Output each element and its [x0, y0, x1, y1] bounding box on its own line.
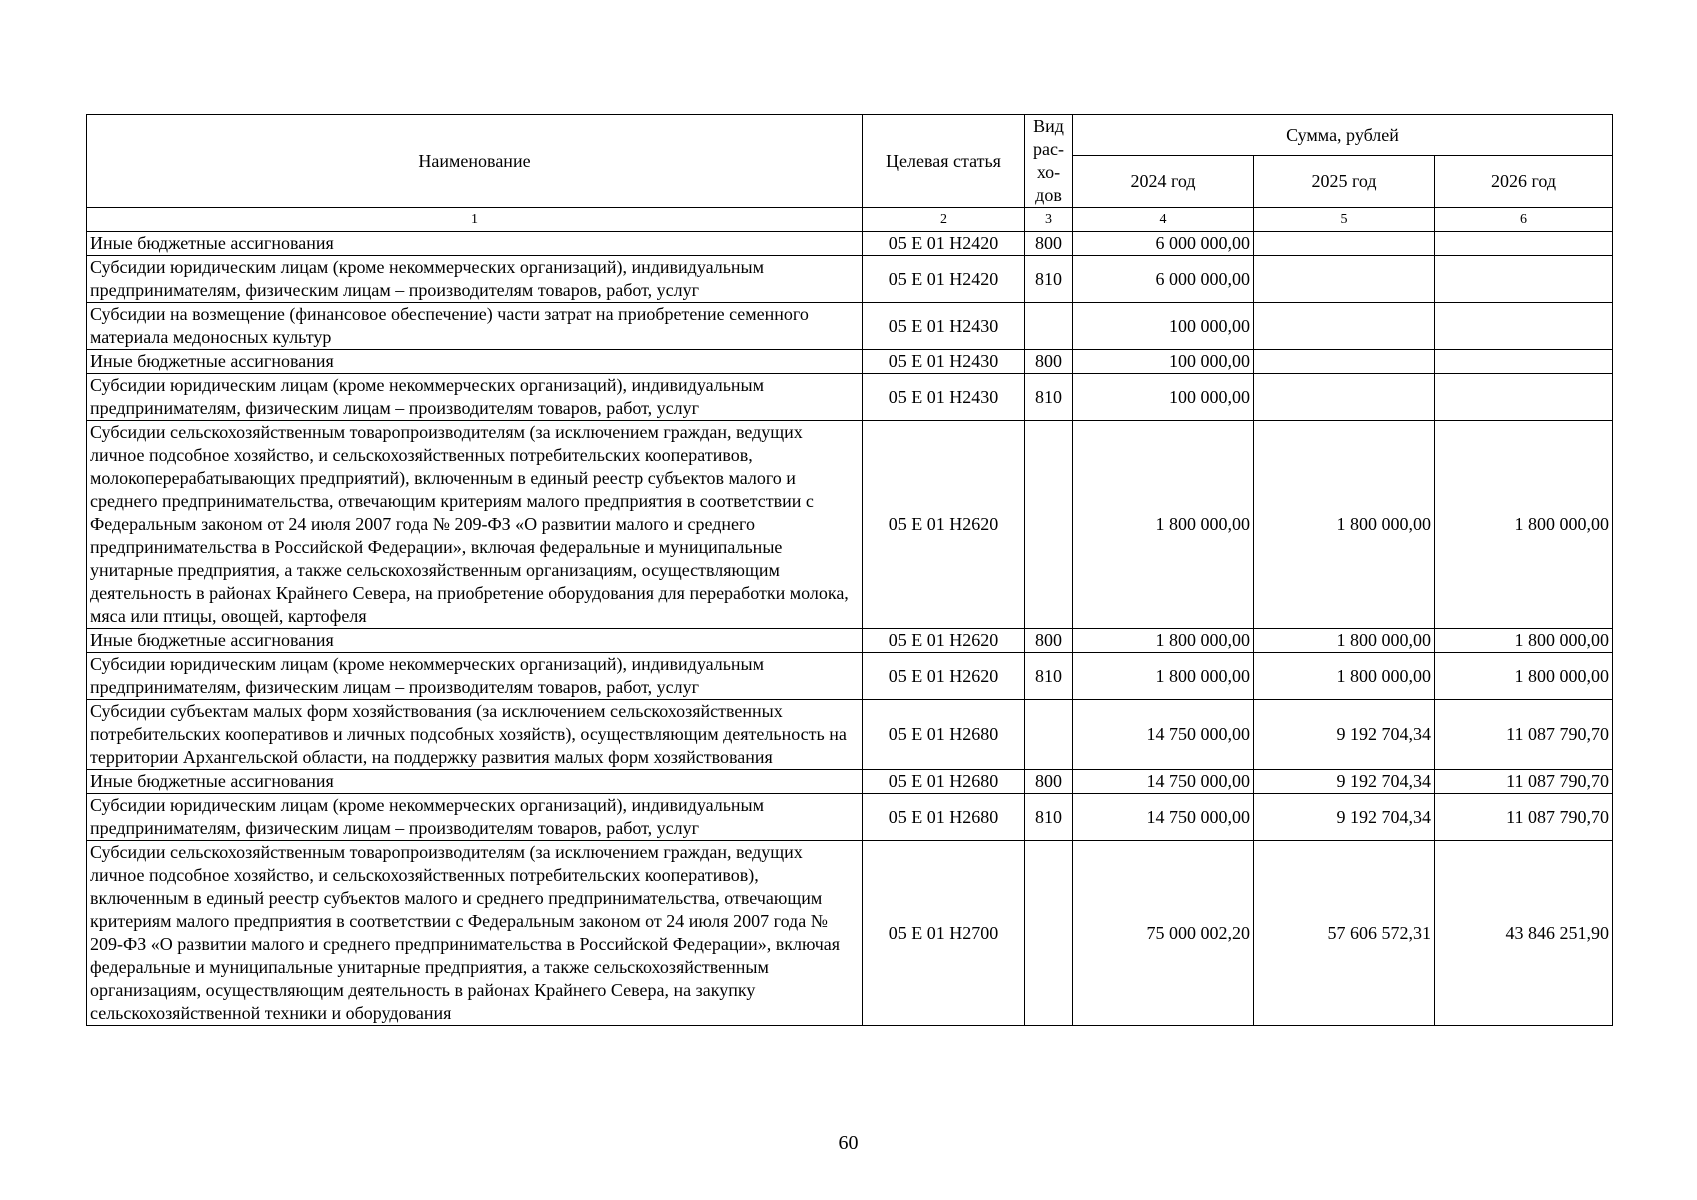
row-name-cell: Субсидии на возмещение (финансовое обеспечение) части затрат на приобретение семенного материала медоносных культур: [87, 303, 863, 350]
row-expense-type-cell: [1025, 303, 1073, 350]
row-expense-type-cell: 810: [1025, 794, 1073, 841]
row-expense-type-cell: 800: [1025, 232, 1073, 256]
row-target-article-cell: 05 Е 01 Н2620: [863, 653, 1025, 700]
row-name-cell: Субсидии юридическим лицам (кроме некоммерческих организаций), индивидуальным предпринимателям, физическим лицам – производителям товаров, работ, услуг: [87, 256, 863, 303]
row-sum-2026-cell: [1435, 303, 1613, 350]
row-sum-2026-cell: 11 087 790,70: [1435, 700, 1613, 770]
column-number: 6: [1435, 208, 1613, 232]
row-sum-2024-cell: 6 000 000,00: [1073, 256, 1254, 303]
header-sum: Сумма, рублей: [1073, 115, 1613, 156]
row-sum-2025-cell: [1254, 256, 1435, 303]
row-target-article-cell: 05 Е 01 Н2430: [863, 350, 1025, 374]
table-row: [87, 629, 1613, 653]
row-sum-2025-cell: 9 192 704,34: [1254, 700, 1435, 770]
row-sum-2026-cell: [1435, 232, 1613, 256]
table-row: [87, 841, 1613, 1026]
column-number: 3: [1025, 208, 1073, 232]
row-sum-2025-cell: [1254, 350, 1435, 374]
table-row: [87, 350, 1613, 374]
page-number: 60: [838, 1132, 859, 1154]
column-number: 4: [1073, 208, 1254, 232]
row-sum-2026-cell: 43 846 251,90: [1435, 841, 1613, 1026]
column-number: 2: [863, 208, 1025, 232]
table-row: [87, 770, 1613, 794]
table-row: [87, 700, 1613, 770]
header-expense-type: Вид рас-хо-дов: [1025, 115, 1073, 208]
row-sum-2024-cell: 100 000,00: [1073, 350, 1254, 374]
row-name-cell: Иные бюджетные ассигнования: [87, 232, 863, 256]
row-name-cell: Субсидии субъектам малых форм хозяйствования (за исключением сельскохозяйственных потребительских кооперативов и личных подсобных хозяйств), осуществляющим деятельность на территории Архангельской области, на поддержку развития малых форм хозяйствования: [87, 700, 863, 770]
row-expense-type-cell: [1025, 421, 1073, 629]
row-name-cell: Субсидии сельскохозяйственным товаропроизводителям (за исключением граждан, ведущих личное подсобное хозяйство, и сельскохозяйственных потребительских кооперативов, молокоперерабатывающих предприятий), включенным в единый реестр субъектов малого и среднего предпринимательства, отвечающим критериям малого предприятия в соответствии с Федеральным законом от 24 июля 2007 года № 209-ФЗ «О развитии малого и среднего предпринимательства в Российской Федерации», включая федеральные и муниципальные унитарные предприятия, а также сельскохозяйственным организациям, осуществляющим деятельность в районах Крайнего Севера, на приобретение оборудования для переработки молока, мяса или птицы, овощей, картофеля: [87, 421, 863, 629]
row-sum-2026-cell: 11 087 790,70: [1435, 770, 1613, 794]
table-body: [87, 232, 1613, 1026]
table-row: [87, 653, 1613, 700]
row-target-article-cell: 05 Е 01 Н2680: [863, 700, 1025, 770]
row-sum-2025-cell: 9 192 704,34: [1254, 794, 1435, 841]
row-expense-type-cell: 810: [1025, 374, 1073, 421]
row-sum-2024-cell: 75 000 002,20: [1073, 841, 1254, 1026]
row-sum-2025-cell: 1 800 000,00: [1254, 653, 1435, 700]
row-sum-2025-cell: 1 800 000,00: [1254, 421, 1435, 629]
table-row: [87, 794, 1613, 841]
row-sum-2026-cell: [1435, 256, 1613, 303]
row-target-article-cell: 05 Е 01 Н2680: [863, 794, 1025, 841]
row-sum-2026-cell: [1435, 350, 1613, 374]
row-expense-type-cell: [1025, 841, 1073, 1026]
row-expense-type-cell: 800: [1025, 350, 1073, 374]
header-target-article: Целевая статья: [863, 115, 1025, 208]
header-name: Наименование: [87, 115, 863, 208]
row-sum-2026-cell: 1 800 000,00: [1435, 653, 1613, 700]
budget-table: [86, 114, 1613, 1026]
row-name-cell: Субсидии юридическим лицам (кроме некоммерческих организаций), индивидуальным предпринимателям, физическим лицам – производителям товаров, работ, услуг: [87, 374, 863, 421]
row-expense-type-cell: 810: [1025, 256, 1073, 303]
row-target-article-cell: 05 Е 01 Н2680: [863, 770, 1025, 794]
row-target-article-cell: 05 Е 01 Н2700: [863, 841, 1025, 1026]
table-row: [87, 232, 1613, 256]
row-expense-type-cell: 800: [1025, 770, 1073, 794]
row-expense-type-cell: 810: [1025, 653, 1073, 700]
row-expense-type-cell: [1025, 700, 1073, 770]
row-name-cell: Иные бюджетные ассигнования: [87, 629, 863, 653]
column-number: 5: [1254, 208, 1435, 232]
header-year-2024: 2024 год: [1073, 156, 1254, 208]
row-sum-2025-cell: 9 192 704,34: [1254, 770, 1435, 794]
row-sum-2024-cell: 100 000,00: [1073, 374, 1254, 421]
table-row: [87, 374, 1613, 421]
row-sum-2026-cell: 1 800 000,00: [1435, 629, 1613, 653]
table-row: [87, 256, 1613, 303]
row-target-article-cell: 05 Е 01 Н2430: [863, 303, 1025, 350]
row-sum-2026-cell: 1 800 000,00: [1435, 421, 1613, 629]
table-row: [87, 421, 1613, 629]
row-sum-2025-cell: 57 606 572,31: [1254, 841, 1435, 1026]
row-sum-2024-cell: 100 000,00: [1073, 303, 1254, 350]
row-sum-2024-cell: 1 800 000,00: [1073, 653, 1254, 700]
row-sum-2024-cell: 14 750 000,00: [1073, 770, 1254, 794]
row-sum-2024-cell: 1 800 000,00: [1073, 629, 1254, 653]
table-row: [87, 303, 1613, 350]
row-sum-2025-cell: [1254, 232, 1435, 256]
header-year-2025: 2025 год: [1254, 156, 1435, 208]
header-year-2026: 2026 год: [1435, 156, 1613, 208]
row-sum-2025-cell: [1254, 374, 1435, 421]
row-sum-2026-cell: 11 087 790,70: [1435, 794, 1613, 841]
row-target-article-cell: 05 Е 01 Н2420: [863, 232, 1025, 256]
row-name-cell: Иные бюджетные ассигнования: [87, 770, 863, 794]
row-sum-2024-cell: 14 750 000,00: [1073, 794, 1254, 841]
column-number-row: [87, 208, 1613, 232]
row-name-cell: Субсидии юридическим лицам (кроме некоммерческих организаций), индивидуальным предпринимателям, физическим лицам – производителям товаров, работ, услуг: [87, 794, 863, 841]
row-sum-2026-cell: [1435, 374, 1613, 421]
row-name-cell: Иные бюджетные ассигнования: [87, 350, 863, 374]
column-number: 1: [87, 208, 863, 232]
row-name-cell: Субсидии юридическим лицам (кроме некоммерческих организаций), индивидуальным предпринимателям, физическим лицам – производителям товаров, работ, услуг: [87, 653, 863, 700]
row-sum-2024-cell: 1 800 000,00: [1073, 421, 1254, 629]
row-expense-type-cell: 800: [1025, 629, 1073, 653]
row-target-article-cell: 05 Е 01 Н2420: [863, 256, 1025, 303]
row-target-article-cell: 05 Е 01 Н2620: [863, 421, 1025, 629]
row-sum-2025-cell: [1254, 303, 1435, 350]
row-target-article-cell: 05 Е 01 Н2620: [863, 629, 1025, 653]
row-sum-2024-cell: 14 750 000,00: [1073, 700, 1254, 770]
row-sum-2024-cell: 6 000 000,00: [1073, 232, 1254, 256]
row-sum-2025-cell: 1 800 000,00: [1254, 629, 1435, 653]
row-name-cell: Субсидии сельскохозяйственным товаропроизводителям (за исключением граждан, ведущих личное подсобное хозяйство, и сельскохозяйственных потребительских кооперативов), включенным в единый реестр субъектов малого и среднего предпринимательства, отвечающим критериям малого предприятия в соответствии с Федеральным законом от 24 июля 2007 года № 209-ФЗ «О развитии малого и среднего предпринимательства в Российской Федерации», включая федеральные и муниципальные унитарные предприятия, а также сельскохозяйственным организациям, осуществляющим деятельность в районах Крайнего Севера, на закупку сельскохозяйственной техники и оборудования: [87, 841, 863, 1026]
row-target-article-cell: 05 Е 01 Н2430: [863, 374, 1025, 421]
